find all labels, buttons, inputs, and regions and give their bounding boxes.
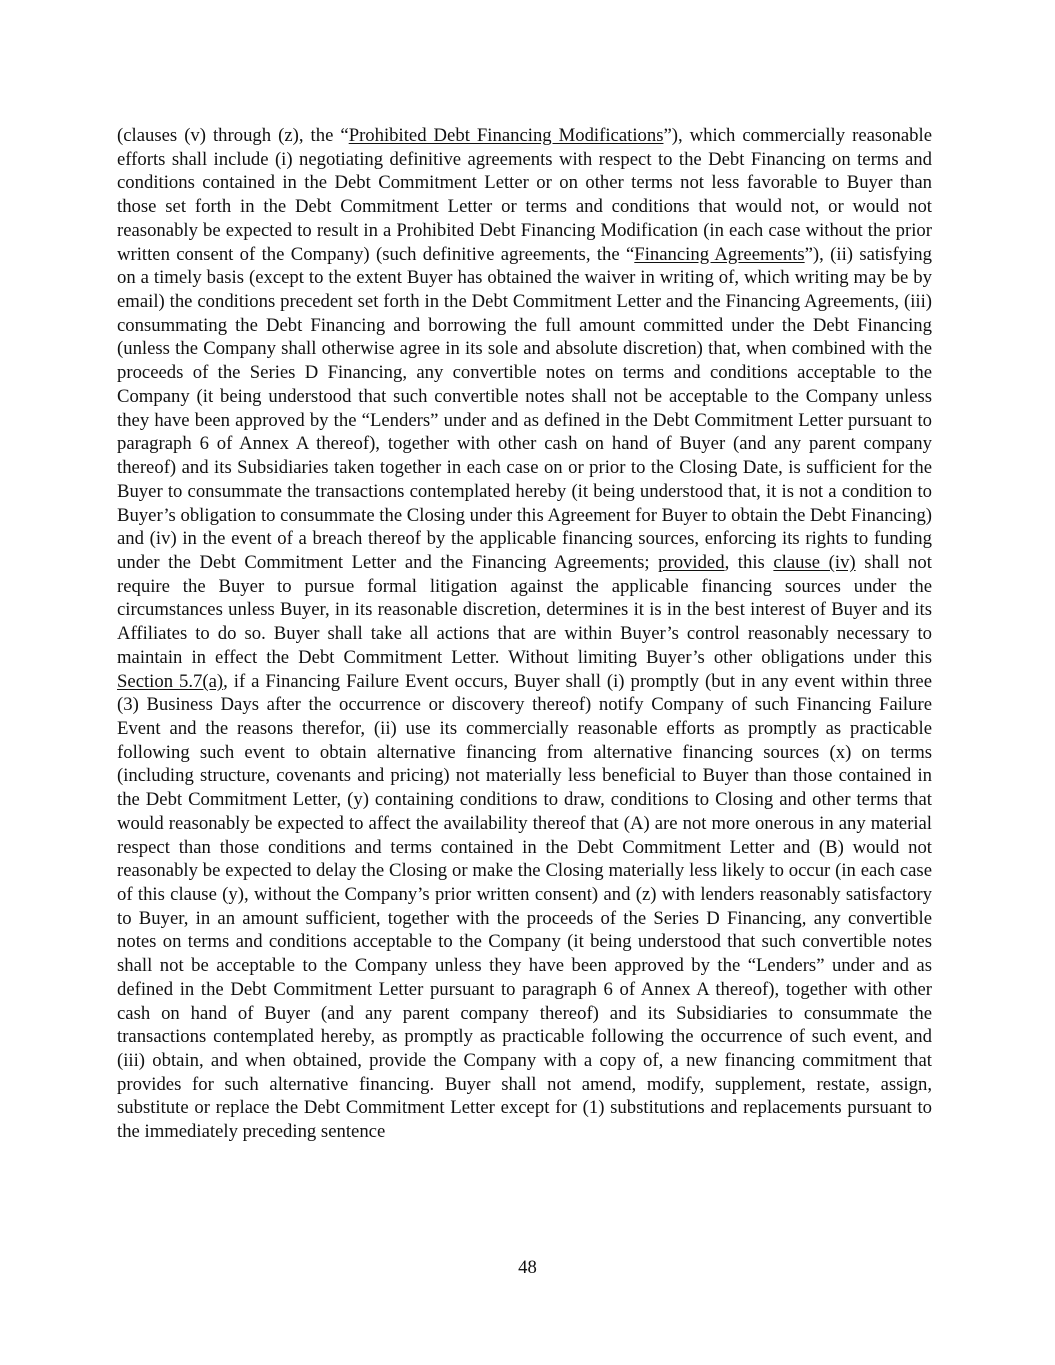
defined-term-prohibited-debt-financing-modifications: Prohibited Debt Financing Modifications [348, 125, 664, 146]
body-paragraph [117, 124, 932, 1144]
text-run: (clauses (v) through (z), the “ [117, 125, 349, 146]
page-number: 48 [518, 1257, 537, 1278]
text-run: ”), which commercially reasonable efforts shall include (i) negotiating definitive agreements with respect to the Debt Financing on terms and conditions contained in the Debt Commitment Letter or on other terms not less favorable to Buyer than those set forth in the Debt Commitment Letter or terms and conditions that would not, or would not reasonably be expected to result in a Prohibited Debt Financing Modification (in each case without the prior written consent of the Company) (such definitive agreements, the “ [117, 125, 932, 265]
cross-reference-clause-iv: clause (iv) [773, 551, 856, 573]
text-run: , this [724, 551, 774, 573]
text-run: ”), (ii) satisfying on a timely basis (except to the extent Buyer has obtained the waiver in writing of, which writing may be by email) the conditions precedent set forth in the Debt Commitment Letter and the Financing Agreements, (iii) consummating the Debt Financing and borrowing the full amount committed under the Debt Financing (unless the Company shall otherwise agree in its sole and absolute discretion) that, when combined with the proceeds of the Series D Financing, any convertible notes on terms and conditions acceptable to the Company (it being understood that such convertible notes shall not be acceptable to the Company unless they have been approved by the “Lenders” under and as defined in the Debt Commitment Letter pursuant to paragraph 6 of Annex A thereof), together with other cash on hand of Buyer (and any parent company thereof) and its Subsidiaries taken together in each case on or prior to the Closing Date, is sufficient for the Buyer to consummate the transactions contemplated hereby (it being understood that, it is not a condition to Buyer’s obligation to consummate the Closing under this Agreement for Buyer to obtain the Debt Financing) and (iv) in the event of a breach thereof by the applicable financing sources, enforcing its rights to funding under the Debt Commitment Letter and the Financing Agreements; [117, 243, 933, 573]
defined-term-financing-agreements: Financing Agreements [634, 243, 805, 265]
text-run: shall not require the Buyer to pursue formal litigation against the applicable financing sources under the circumstances unless Buyer, in its reasonable discretion, determines it is in the best interest of Buyer and its Affiliates to do so. Buyer shall take all actions that are within Buyer’s control reasonably necessary to maintain in effect the Debt Commitment Letter. Without limiting Buyer’s other obligations under this [117, 551, 932, 668]
text-run: , if a Financing Failure Event occurs, Buyer shall (i) promptly (but in any event within three (3) Business Days after the occurrence or discovery thereof) notify Company of such Financing Failure Event and the reasons therefor, (ii) use its commercially reasonable efforts as promptly as practicable following such event to obtain alternative financing from alternative financing sources (x) on terms (including structure, covenants and pricing) not materially less beneficial to Buyer than those contained in the Debt Commitment Letter, (y) containing conditions to draw, conditions to Closing and other terms that would reasonably be expected to affect the availability thereof that (A) are not more onerous in any material respect than those conditions and terms contained in the Debt Commitment Letter and (B) would not reasonably be expected to delay the Closing or make the Closing materially less likely to occur (in each case of this clause (y), without the Company’s prior written consent) and (z) with lenders reasonably satisfactory to Buyer, in an amount sufficient, together with the proceeds of the Series D Financing, any convertible notes on terms and conditions acceptable to the Company (it being understood that such convertible notes shall not be acceptable to the Company unless they have been approved by the “Lenders” under and as defined in the Debt Commitment Letter pursuant to paragraph 6 of Annex A thereof), together with other cash on hand of Buyer (and any parent company thereof) and its Subsidiaries to consummate the transactions contemplated hereby, as promptly as practicable following the occurrence of such event, and (iii) obtain, and when obtained, provide the Company with a copy of, a new financing commitment that provides for such alternative financing. Buyer shall not amend, modify, supplement, restate, assign, substitute or replace the Debt Commitment Letter except for (1) substitutions and replacements pursuant to the immediately preceding sentence [117, 670, 932, 1143]
cross-reference-section-5-7a: Section 5.7(a) [117, 670, 224, 692]
term-provided: provided [658, 551, 725, 573]
